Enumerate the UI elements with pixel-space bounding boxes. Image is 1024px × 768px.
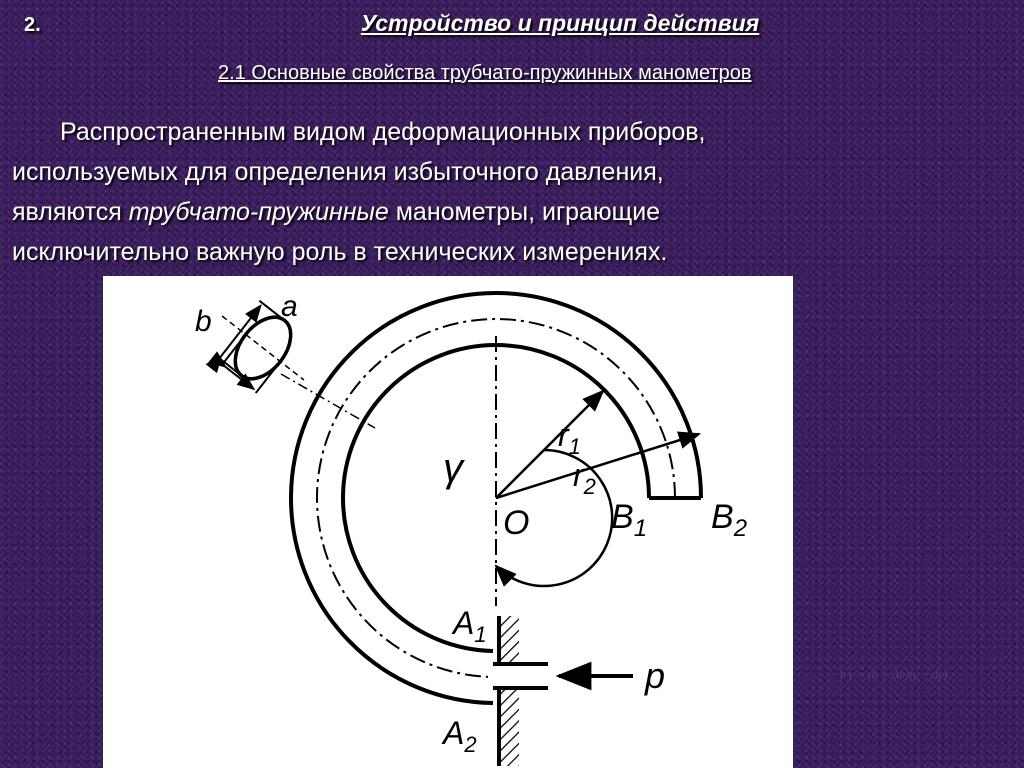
slide-title: Устройство и принцип действия — [360, 10, 760, 36]
label-r2: $r_2$ — [573, 457, 596, 499]
bourdon-tube-diagram — [103, 276, 793, 768]
paragraph-line-2: используемых для определения избыточного давления, — [12, 158, 664, 186]
paragraph-line-4: исключительно важную роль в технических измерениях. — [12, 238, 668, 266]
label-b: b — [195, 305, 212, 338]
fixed-end-hatching — [501, 616, 519, 766]
label-O: O — [503, 504, 530, 542]
cross-section — [197, 288, 325, 411]
formula-faint: b γ = (b + Δb)(γ − Δγ). — [840, 667, 951, 681]
label-A1: $A_1$ — [453, 605, 487, 647]
label-A2: $A_2$ — [443, 715, 477, 757]
label-B1: $B_1$ — [611, 498, 648, 542]
label-gamma: γ — [443, 446, 463, 490]
paragraph-line-3-italic: трубчато-пружинные — [128, 198, 389, 226]
label-p: p — [645, 655, 666, 696]
slide-number: 2. — [24, 14, 41, 36]
tube-outer-wall — [291, 293, 701, 703]
label-a: a — [281, 290, 298, 323]
inlet-channel — [488, 664, 548, 688]
paragraph-line-3-start: являются — [12, 198, 122, 226]
paragraph-line-3-end: манометры, играющие — [395, 198, 661, 226]
slide-subtitle: 2.1 Основные свойства трубчато-пружинных манометров — [218, 62, 752, 84]
body-paragraph — [12, 112, 1010, 272]
bourdon-tube-figure — [103, 276, 793, 768]
label-r1: $r_1$ — [558, 417, 581, 459]
paragraph-line-1: Распространенным видом деформационных приборов, — [60, 118, 706, 146]
label-B2: $B_2$ — [711, 498, 748, 542]
